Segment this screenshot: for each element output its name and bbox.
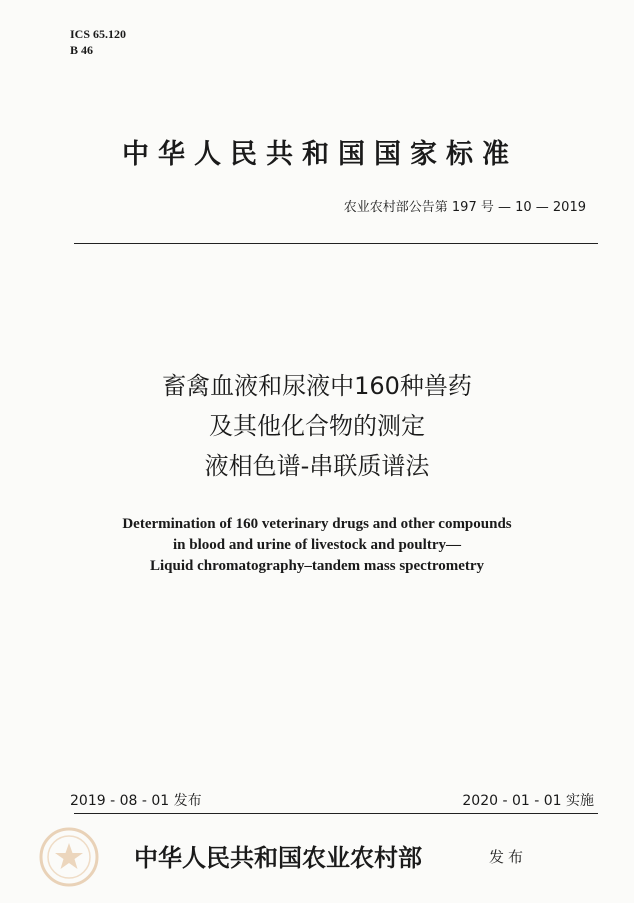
chinese-title [0,366,634,486]
top-divider [74,243,598,244]
chinese-title-line-3: 液相色谱-串联质谱法 [204,452,430,480]
english-title [0,514,634,577]
classification-codes [70,26,126,58]
national-standard-title: 中华人民共和国国家标准 [122,139,518,170]
ccs-code: B 46 [70,43,94,57]
chinese-title-line-1: 畜禽血液和尿液中160种兽药 [162,372,472,400]
ministry-seal-icon [38,826,100,888]
chinese-title-line-2: 及其他化合物的测定 [209,412,425,440]
issue-date: 2019 - 08 - 01 发布 [70,793,202,809]
issuing-authority: 中华人民共和国农业农村部 [134,843,422,872]
standard-number: 农业农村部公告第 197 号 — 10 — 2019 [343,200,586,215]
english-title-line-1: Determination of 160 veterinary drugs and other compounds [122,516,512,532]
ics-code: ICS 65.120 [70,27,127,41]
implementation-date: 2020 - 01 - 01 实施 [462,793,594,809]
publish-label: 发布 [489,848,528,866]
english-title-line-3: Liquid chromatography–tandem mass spectrometry [149,558,485,574]
bottom-divider [74,813,598,814]
english-title-line-2: in blood and urine of livestock and poultry— [173,537,461,553]
